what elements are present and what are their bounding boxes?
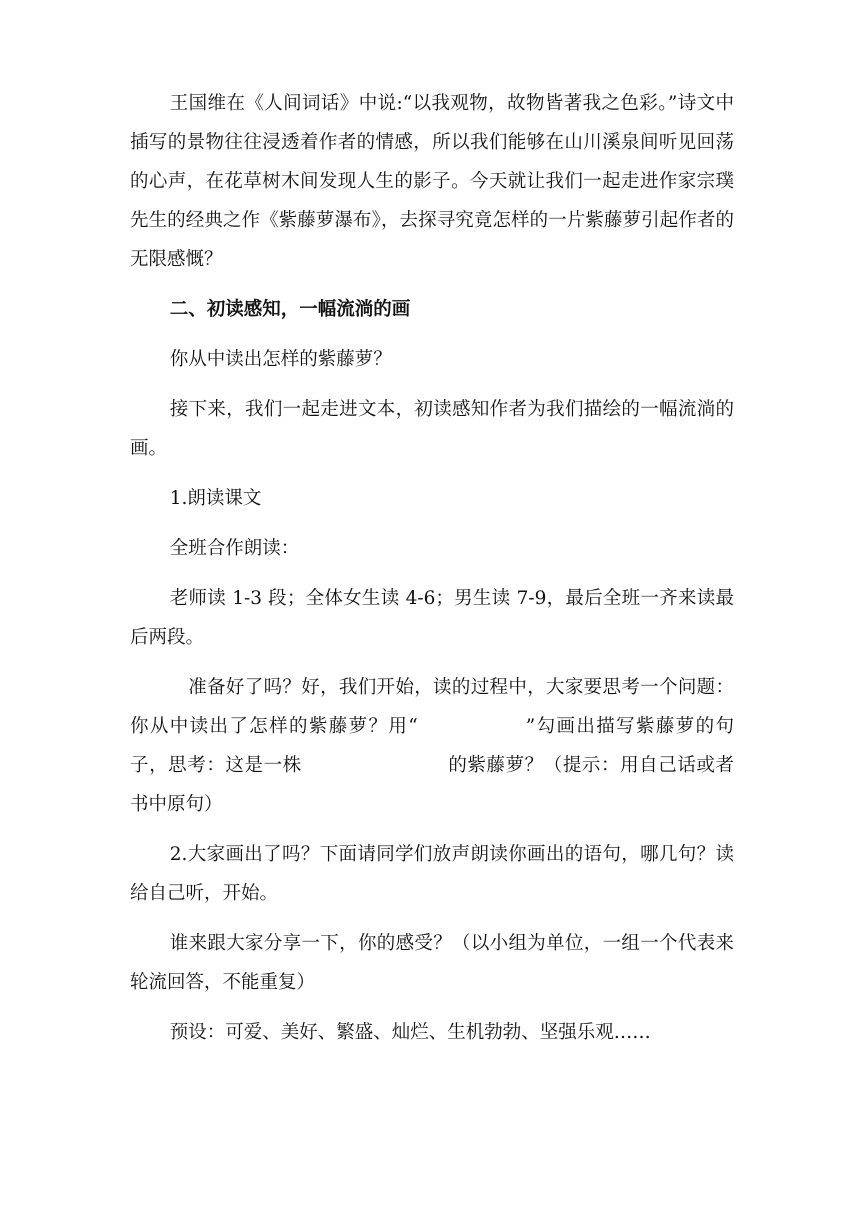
question-paragraph: 你从中读出怎样的紫藤萝？: [169, 349, 392, 370]
preset-answers-paragraph: 预设：可爱、美好、繁盛、灿烂、生机勃勃、坚强乐观……: [169, 1022, 651, 1043]
reading-assignment-paragraph: 老师读 1-3 段；全体女生读 4-6；男生读 7-9，最后全班一齐来读最后两段。: [130, 588, 734, 648]
section-heading: 二、初读感知，一幅流淌的画: [169, 299, 411, 320]
step-one-heading: 1.朗读课文: [169, 488, 262, 509]
reading-task-text-1: 准备好了吗？好，我们开始，读的过程中，大家要思考一个问题：你从中读出了怎样的紫藤萝？用“: [130, 677, 734, 737]
reading-task-paragraph: [130, 668, 734, 824]
transition-paragraph: 接下来，我们一起走进文本，初读感知作者为我们描绘的一幅流淌的画。: [130, 399, 734, 459]
step-two-paragraph: 2.大家画出了吗？下面请同学们放声朗读你画出的语句，哪几句？读给自己听，开始。: [130, 844, 734, 904]
class-reading-label: 全班合作朗读：: [169, 538, 300, 559]
reading-task-text-2: ”勾画出描写紫藤萝的句子，思考：这是一株: [130, 716, 734, 776]
intro-paragraph: 王国维在《人间词话》中说:“以我观物，故物皆著我之色彩。”诗文中插写的景物往往浸透着作者的情感，所以我们能够在山川溪泉间听见回荡的心声，在花草树木间发现人生的影子。今天就让我们一起走进作家宗璞先生的经典之作《紫藤萝瀑布》，去探寻究竟怎样的一片紫藤萝引起作者的无限感慨？: [130, 93, 734, 270]
sharing-paragraph: 谁来跟大家分享一下，你的感受？（以小组为单位，一组一个代表来轮流回答，不能重复）: [130, 933, 734, 993]
reading-task-text-3: 的紫藤萝？（提示：用自己话或者书中原句）: [130, 755, 734, 815]
document-body: [130, 84, 734, 1063]
